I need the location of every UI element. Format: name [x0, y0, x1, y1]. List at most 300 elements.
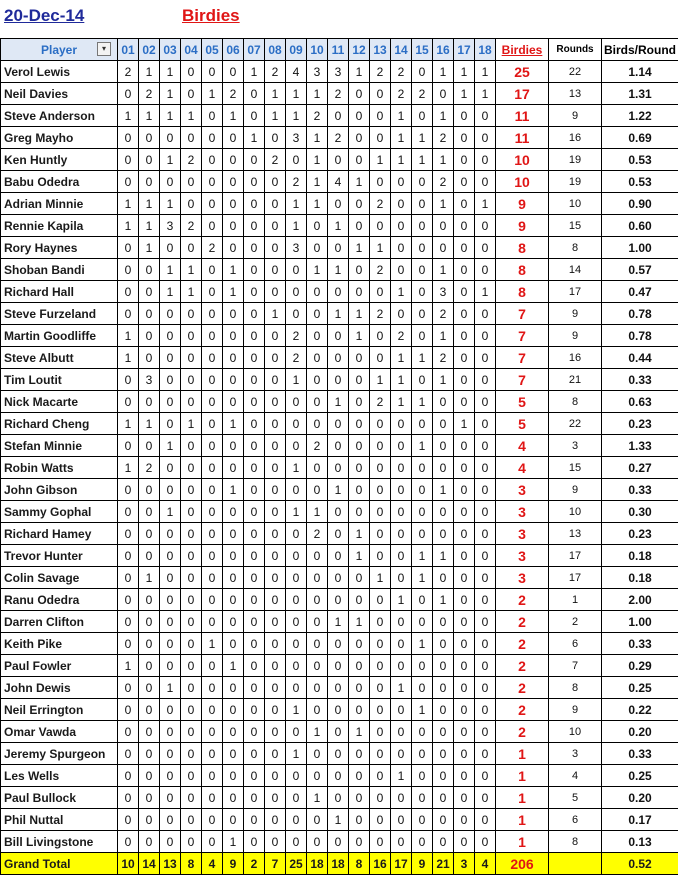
- hole-birdie-cell[interactable]: 0: [475, 457, 496, 479]
- hole-birdie-cell[interactable]: 0: [181, 479, 202, 501]
- hole-birdie-cell[interactable]: 1: [139, 567, 160, 589]
- player-name-cell[interactable]: Darren Clifton: [1, 611, 118, 633]
- hole-birdie-cell[interactable]: 0: [286, 787, 307, 809]
- hole-birdie-cell[interactable]: 0: [328, 237, 349, 259]
- hole-birdie-cell[interactable]: 2: [370, 61, 391, 83]
- hole-birdie-cell[interactable]: 0: [265, 391, 286, 413]
- hole-birdie-cell[interactable]: 0: [328, 347, 349, 369]
- hole-birdie-cell[interactable]: 1: [118, 105, 139, 127]
- hole-birdie-cell[interactable]: 2: [391, 83, 412, 105]
- rounds-cell[interactable]: 3: [549, 435, 602, 457]
- hole-birdie-cell[interactable]: 1: [286, 699, 307, 721]
- birdies-total-cell[interactable]: 7: [496, 325, 549, 347]
- hole-birdie-cell[interactable]: 0: [244, 809, 265, 831]
- hole-birdie-cell[interactable]: 1: [475, 281, 496, 303]
- hole-birdie-cell[interactable]: 0: [370, 721, 391, 743]
- hole-birdie-cell[interactable]: 0: [349, 259, 370, 281]
- hole-birdie-cell[interactable]: 0: [265, 501, 286, 523]
- hole-birdie-cell[interactable]: 0: [139, 127, 160, 149]
- hole-birdie-cell[interactable]: 1: [349, 523, 370, 545]
- hole-birdie-cell[interactable]: 1: [412, 699, 433, 721]
- hole-birdie-cell[interactable]: 1: [307, 721, 328, 743]
- hole-birdie-cell[interactable]: 0: [244, 765, 265, 787]
- birdies-total-cell[interactable]: 25: [496, 61, 549, 83]
- hole-birdie-cell[interactable]: 0: [139, 677, 160, 699]
- hole-birdie-cell[interactable]: 0: [286, 633, 307, 655]
- hole-birdie-cell[interactable]: 0: [307, 831, 328, 853]
- rounds-total-cell[interactable]: [549, 853, 602, 875]
- hole-birdie-cell[interactable]: 1: [139, 413, 160, 435]
- hole-birdie-cell[interactable]: 0: [181, 721, 202, 743]
- hole-birdie-cell[interactable]: 0: [307, 347, 328, 369]
- hole-total-cell[interactable]: 13: [160, 853, 181, 875]
- hole-birdie-cell[interactable]: 0: [181, 391, 202, 413]
- hole-birdie-cell[interactable]: 0: [370, 523, 391, 545]
- hole-birdie-cell[interactable]: 0: [307, 369, 328, 391]
- hole-birdie-cell[interactable]: 0: [454, 721, 475, 743]
- hole-birdie-cell[interactable]: 0: [307, 391, 328, 413]
- hole-birdie-cell[interactable]: 1: [433, 61, 454, 83]
- hole-birdie-cell[interactable]: 0: [370, 501, 391, 523]
- hole-birdie-cell[interactable]: 0: [475, 479, 496, 501]
- hole-birdie-cell[interactable]: 0: [244, 633, 265, 655]
- hole-birdie-cell[interactable]: 0: [265, 479, 286, 501]
- hole-birdie-cell[interactable]: 0: [433, 765, 454, 787]
- hole-birdie-cell[interactable]: 0: [160, 545, 181, 567]
- player-name-cell[interactable]: Sammy Gophal: [1, 501, 118, 523]
- birds-per-round-cell[interactable]: 0.30: [602, 501, 678, 523]
- hole-birdie-cell[interactable]: 1: [391, 765, 412, 787]
- hole-birdie-cell[interactable]: 0: [181, 83, 202, 105]
- birds-per-round-cell[interactable]: 0.18: [602, 567, 678, 589]
- hole-birdie-cell[interactable]: 0: [412, 743, 433, 765]
- hole-birdie-cell[interactable]: 0: [370, 105, 391, 127]
- hole-birdie-cell[interactable]: 0: [475, 809, 496, 831]
- hole-birdie-cell[interactable]: 1: [202, 83, 223, 105]
- hole-birdie-cell[interactable]: 0: [286, 303, 307, 325]
- hole-column-header[interactable]: 02: [139, 39, 160, 61]
- hole-birdie-cell[interactable]: 0: [265, 545, 286, 567]
- hole-birdie-cell[interactable]: 1: [160, 149, 181, 171]
- hole-birdie-cell[interactable]: 0: [202, 765, 223, 787]
- hole-birdie-cell[interactable]: 1: [349, 611, 370, 633]
- hole-birdie-cell[interactable]: 0: [202, 347, 223, 369]
- birdies-total-cell[interactable]: 3: [496, 567, 549, 589]
- hole-birdie-cell[interactable]: 1: [139, 61, 160, 83]
- hole-birdie-cell[interactable]: 2: [433, 347, 454, 369]
- hole-birdie-cell[interactable]: 0: [160, 479, 181, 501]
- hole-column-header[interactable]: 16: [433, 39, 454, 61]
- hole-birdie-cell[interactable]: 0: [475, 325, 496, 347]
- hole-birdie-cell[interactable]: 2: [181, 149, 202, 171]
- birdies-total-cell[interactable]: 8: [496, 259, 549, 281]
- hole-birdie-cell[interactable]: 0: [454, 677, 475, 699]
- hole-birdie-cell[interactable]: 0: [139, 743, 160, 765]
- hole-birdie-cell[interactable]: 0: [349, 501, 370, 523]
- hole-birdie-cell[interactable]: 0: [118, 369, 139, 391]
- hole-birdie-cell[interactable]: 0: [118, 633, 139, 655]
- hole-birdie-cell[interactable]: 0: [265, 567, 286, 589]
- hole-birdie-cell[interactable]: 0: [307, 237, 328, 259]
- hole-birdie-cell[interactable]: 0: [349, 127, 370, 149]
- hole-birdie-cell[interactable]: 1: [286, 457, 307, 479]
- hole-birdie-cell[interactable]: 0: [202, 413, 223, 435]
- hole-birdie-cell[interactable]: 0: [475, 523, 496, 545]
- hole-birdie-cell[interactable]: 2: [286, 171, 307, 193]
- player-name-cell[interactable]: Neil Davies: [1, 83, 118, 105]
- hole-birdie-cell[interactable]: 0: [202, 655, 223, 677]
- hole-birdie-cell[interactable]: 0: [391, 171, 412, 193]
- birdies-grand-total-cell[interactable]: 206: [496, 853, 549, 875]
- hole-birdie-cell[interactable]: 1: [139, 215, 160, 237]
- rounds-cell[interactable]: 6: [549, 809, 602, 831]
- hole-birdie-cell[interactable]: 1: [265, 303, 286, 325]
- hole-birdie-cell[interactable]: 0: [286, 523, 307, 545]
- hole-birdie-cell[interactable]: 0: [307, 699, 328, 721]
- hole-birdie-cell[interactable]: 1: [433, 325, 454, 347]
- hole-birdie-cell[interactable]: 0: [160, 127, 181, 149]
- hole-birdie-cell[interactable]: 0: [160, 413, 181, 435]
- hole-birdie-cell[interactable]: 0: [160, 611, 181, 633]
- birdies-total-cell[interactable]: 2: [496, 677, 549, 699]
- hole-birdie-cell[interactable]: 2: [286, 325, 307, 347]
- hole-birdie-cell[interactable]: 0: [475, 215, 496, 237]
- player-name-cell[interactable]: Verol Lewis: [1, 61, 118, 83]
- hole-birdie-cell[interactable]: 0: [370, 545, 391, 567]
- hole-birdie-cell[interactable]: 0: [328, 523, 349, 545]
- hole-birdie-cell[interactable]: 0: [307, 281, 328, 303]
- hole-birdie-cell[interactable]: 0: [118, 479, 139, 501]
- player-name-cell[interactable]: Bill Livingstone: [1, 831, 118, 853]
- hole-birdie-cell[interactable]: 0: [454, 127, 475, 149]
- rounds-cell[interactable]: 17: [549, 545, 602, 567]
- hole-birdie-cell[interactable]: 0: [118, 435, 139, 457]
- rounds-cell[interactable]: 19: [549, 149, 602, 171]
- hole-birdie-cell[interactable]: 0: [307, 545, 328, 567]
- hole-birdie-cell[interactable]: 0: [181, 457, 202, 479]
- hole-birdie-cell[interactable]: 0: [202, 457, 223, 479]
- hole-birdie-cell[interactable]: 0: [223, 215, 244, 237]
- hole-birdie-cell[interactable]: 0: [307, 567, 328, 589]
- hole-birdie-cell[interactable]: 0: [349, 655, 370, 677]
- hole-birdie-cell[interactable]: 0: [181, 501, 202, 523]
- hole-birdie-cell[interactable]: 0: [244, 699, 265, 721]
- hole-birdie-cell[interactable]: 1: [328, 611, 349, 633]
- rounds-cell[interactable]: 4: [549, 765, 602, 787]
- hole-total-cell[interactable]: 21: [433, 853, 454, 875]
- hole-birdie-cell[interactable]: 0: [160, 567, 181, 589]
- hole-birdie-cell[interactable]: 0: [454, 281, 475, 303]
- hole-birdie-cell[interactable]: 2: [328, 127, 349, 149]
- hole-birdie-cell[interactable]: 1: [118, 347, 139, 369]
- hole-birdie-cell[interactable]: 0: [391, 237, 412, 259]
- birdies-total-cell[interactable]: 11: [496, 127, 549, 149]
- hole-birdie-cell[interactable]: 0: [202, 611, 223, 633]
- hole-birdie-cell[interactable]: 0: [391, 303, 412, 325]
- hole-birdie-cell[interactable]: 0: [202, 589, 223, 611]
- hole-birdie-cell[interactable]: 0: [286, 259, 307, 281]
- birdies-total-cell[interactable]: 5: [496, 413, 549, 435]
- hole-birdie-cell[interactable]: 0: [202, 149, 223, 171]
- hole-birdie-cell[interactable]: 0: [265, 435, 286, 457]
- hole-birdie-cell[interactable]: 0: [181, 193, 202, 215]
- hole-birdie-cell[interactable]: 0: [412, 281, 433, 303]
- hole-birdie-cell[interactable]: 0: [412, 61, 433, 83]
- hole-birdie-cell[interactable]: 0: [433, 391, 454, 413]
- hole-birdie-cell[interactable]: 1: [328, 215, 349, 237]
- hole-birdie-cell[interactable]: 0: [160, 457, 181, 479]
- hole-birdie-cell[interactable]: 0: [370, 699, 391, 721]
- hole-birdie-cell[interactable]: 0: [118, 545, 139, 567]
- hole-birdie-cell[interactable]: 0: [139, 479, 160, 501]
- birds-per-round-cell[interactable]: 0.25: [602, 677, 678, 699]
- hole-birdie-cell[interactable]: 0: [223, 743, 244, 765]
- hole-birdie-cell[interactable]: 0: [139, 347, 160, 369]
- hole-birdie-cell[interactable]: 0: [244, 479, 265, 501]
- hole-birdie-cell[interactable]: 1: [244, 61, 265, 83]
- hole-birdie-cell[interactable]: 0: [454, 369, 475, 391]
- birds-per-round-cell[interactable]: 0.78: [602, 325, 678, 347]
- hole-birdie-cell[interactable]: 0: [202, 831, 223, 853]
- hole-birdie-cell[interactable]: 0: [265, 677, 286, 699]
- hole-birdie-cell[interactable]: 0: [391, 721, 412, 743]
- hole-birdie-cell[interactable]: 0: [118, 721, 139, 743]
- hole-birdie-cell[interactable]: 0: [349, 193, 370, 215]
- hole-birdie-cell[interactable]: 0: [181, 523, 202, 545]
- hole-birdie-cell[interactable]: 0: [244, 501, 265, 523]
- hole-birdie-cell[interactable]: 0: [265, 655, 286, 677]
- hole-birdie-cell[interactable]: 0: [223, 523, 244, 545]
- hole-birdie-cell[interactable]: 0: [202, 281, 223, 303]
- hole-birdie-cell[interactable]: 0: [454, 391, 475, 413]
- birds-per-round-cell[interactable]: 0.69: [602, 127, 678, 149]
- birdies-total-cell[interactable]: 10: [496, 171, 549, 193]
- hole-birdie-cell[interactable]: 0: [454, 809, 475, 831]
- hole-birdie-cell[interactable]: 0: [139, 149, 160, 171]
- hole-birdie-cell[interactable]: 0: [475, 171, 496, 193]
- hole-birdie-cell[interactable]: 1: [139, 237, 160, 259]
- hole-birdie-cell[interactable]: 1: [328, 303, 349, 325]
- hole-birdie-cell[interactable]: 0: [160, 171, 181, 193]
- hole-birdie-cell[interactable]: 0: [202, 809, 223, 831]
- hole-birdie-cell[interactable]: 0: [433, 501, 454, 523]
- hole-birdie-cell[interactable]: 0: [433, 413, 454, 435]
- hole-birdie-cell[interactable]: 0: [286, 721, 307, 743]
- hole-birdie-cell[interactable]: 0: [433, 237, 454, 259]
- hole-birdie-cell[interactable]: 0: [223, 633, 244, 655]
- hole-birdie-cell[interactable]: 0: [328, 369, 349, 391]
- hole-birdie-cell[interactable]: 0: [118, 391, 139, 413]
- hole-birdie-cell[interactable]: 0: [475, 545, 496, 567]
- hole-birdie-cell[interactable]: 0: [118, 567, 139, 589]
- hole-birdie-cell[interactable]: 0: [391, 545, 412, 567]
- hole-birdie-cell[interactable]: 1: [349, 325, 370, 347]
- hole-birdie-cell[interactable]: 2: [118, 61, 139, 83]
- birds-per-round-cell[interactable]: 0.23: [602, 413, 678, 435]
- hole-birdie-cell[interactable]: 0: [412, 765, 433, 787]
- hole-birdie-cell[interactable]: 0: [328, 501, 349, 523]
- hole-birdie-cell[interactable]: 0: [244, 347, 265, 369]
- hole-birdie-cell[interactable]: 0: [181, 831, 202, 853]
- hole-birdie-cell[interactable]: 0: [475, 127, 496, 149]
- rounds-cell[interactable]: 15: [549, 457, 602, 479]
- hole-birdie-cell[interactable]: 0: [454, 149, 475, 171]
- hole-total-cell[interactable]: 3: [454, 853, 475, 875]
- hole-birdie-cell[interactable]: 0: [223, 809, 244, 831]
- hole-birdie-cell[interactable]: 2: [286, 347, 307, 369]
- hole-birdie-cell[interactable]: 0: [475, 699, 496, 721]
- hole-birdie-cell[interactable]: 3: [307, 61, 328, 83]
- player-name-cell[interactable]: Colin Savage: [1, 567, 118, 589]
- hole-birdie-cell[interactable]: 0: [244, 237, 265, 259]
- birds-per-round-cell[interactable]: 0.33: [602, 369, 678, 391]
- hole-birdie-cell[interactable]: 0: [328, 435, 349, 457]
- hole-birdie-cell[interactable]: 1: [160, 677, 181, 699]
- hole-birdie-cell[interactable]: 1: [391, 347, 412, 369]
- hole-birdie-cell[interactable]: 0: [202, 259, 223, 281]
- hole-birdie-cell[interactable]: 0: [139, 611, 160, 633]
- hole-birdie-cell[interactable]: 1: [118, 215, 139, 237]
- hole-birdie-cell[interactable]: 0: [370, 281, 391, 303]
- hole-birdie-cell[interactable]: 0: [412, 831, 433, 853]
- hole-birdie-cell[interactable]: 2: [139, 457, 160, 479]
- hole-birdie-cell[interactable]: 0: [454, 567, 475, 589]
- hole-birdie-cell[interactable]: 0: [412, 787, 433, 809]
- birds-per-round-cell[interactable]: 0.57: [602, 259, 678, 281]
- hole-birdie-cell[interactable]: 0: [475, 655, 496, 677]
- hole-birdie-cell[interactable]: 0: [475, 589, 496, 611]
- hole-birdie-cell[interactable]: 2: [307, 105, 328, 127]
- hole-birdie-cell[interactable]: 0: [223, 589, 244, 611]
- hole-birdie-cell[interactable]: 0: [223, 435, 244, 457]
- hole-birdie-cell[interactable]: 0: [139, 655, 160, 677]
- hole-birdie-cell[interactable]: 0: [223, 545, 244, 567]
- hole-birdie-cell[interactable]: 0: [202, 435, 223, 457]
- filter-sort-icon[interactable]: ▾: [97, 42, 111, 56]
- hole-birdie-cell[interactable]: 0: [244, 83, 265, 105]
- hole-birdie-cell[interactable]: 1: [307, 259, 328, 281]
- hole-birdie-cell[interactable]: 2: [223, 83, 244, 105]
- birdies-total-cell[interactable]: 9: [496, 215, 549, 237]
- hole-birdie-cell[interactable]: 0: [433, 677, 454, 699]
- hole-birdie-cell[interactable]: 0: [454, 545, 475, 567]
- hole-birdie-cell[interactable]: 0: [244, 303, 265, 325]
- rounds-cell[interactable]: 1: [549, 589, 602, 611]
- hole-birdie-cell[interactable]: 0: [370, 171, 391, 193]
- hole-birdie-cell[interactable]: 0: [349, 479, 370, 501]
- hole-birdie-cell[interactable]: 0: [286, 479, 307, 501]
- hole-birdie-cell[interactable]: 0: [370, 215, 391, 237]
- hole-birdie-cell[interactable]: 0: [118, 303, 139, 325]
- hole-birdie-cell[interactable]: 0: [265, 127, 286, 149]
- hole-birdie-cell[interactable]: 0: [244, 215, 265, 237]
- hole-birdie-cell[interactable]: 0: [139, 831, 160, 853]
- hole-birdie-cell[interactable]: 0: [370, 479, 391, 501]
- hole-birdie-cell[interactable]: 0: [265, 457, 286, 479]
- hole-birdie-cell[interactable]: 1: [307, 501, 328, 523]
- hole-birdie-cell[interactable]: 0: [475, 743, 496, 765]
- hole-birdie-cell[interactable]: 0: [307, 589, 328, 611]
- hole-birdie-cell[interactable]: 0: [202, 523, 223, 545]
- hole-birdie-cell[interactable]: 1: [391, 369, 412, 391]
- hole-birdie-cell[interactable]: 0: [244, 743, 265, 765]
- hole-birdie-cell[interactable]: 0: [412, 171, 433, 193]
- player-name-cell[interactable]: Stefan Minnie: [1, 435, 118, 457]
- hole-birdie-cell[interactable]: 0: [433, 523, 454, 545]
- hole-birdie-cell[interactable]: 1: [160, 435, 181, 457]
- birds-per-round-cell[interactable]: 0.33: [602, 743, 678, 765]
- player-name-cell[interactable]: Greg Mayho: [1, 127, 118, 149]
- hole-birdie-cell[interactable]: 0: [118, 743, 139, 765]
- hole-birdie-cell[interactable]: 0: [454, 611, 475, 633]
- hole-birdie-cell[interactable]: 0: [307, 809, 328, 831]
- hole-birdie-cell[interactable]: 0: [286, 765, 307, 787]
- hole-birdie-cell[interactable]: 0: [223, 193, 244, 215]
- hole-birdie-cell[interactable]: 0: [265, 765, 286, 787]
- hole-birdie-cell[interactable]: 0: [181, 633, 202, 655]
- hole-birdie-cell[interactable]: 1: [349, 721, 370, 743]
- hole-birdie-cell[interactable]: 1: [223, 281, 244, 303]
- hole-birdie-cell[interactable]: 0: [433, 787, 454, 809]
- hole-birdie-cell[interactable]: 0: [454, 171, 475, 193]
- birdies-total-cell[interactable]: 3: [496, 479, 549, 501]
- hole-birdie-cell[interactable]: 0: [349, 391, 370, 413]
- birds-per-round-cell[interactable]: 0.47: [602, 281, 678, 303]
- player-name-cell[interactable]: Shoban Bandi: [1, 259, 118, 281]
- hole-birdie-cell[interactable]: 0: [475, 347, 496, 369]
- rounds-cell[interactable]: 22: [549, 413, 602, 435]
- hole-birdie-cell[interactable]: 0: [454, 479, 475, 501]
- hole-birdie-cell[interactable]: 1: [139, 193, 160, 215]
- hole-birdie-cell[interactable]: 0: [118, 699, 139, 721]
- birdies-total-cell[interactable]: 3: [496, 545, 549, 567]
- hole-column-header[interactable]: 13: [370, 39, 391, 61]
- hole-birdie-cell[interactable]: 0: [118, 809, 139, 831]
- hole-birdie-cell[interactable]: 0: [475, 611, 496, 633]
- hole-total-cell[interactable]: 7: [265, 853, 286, 875]
- birds-per-round-column-header[interactable]: Birds/Round: [602, 39, 678, 61]
- hole-birdie-cell[interactable]: 0: [265, 325, 286, 347]
- rounds-cell[interactable]: 3: [549, 743, 602, 765]
- hole-birdie-cell[interactable]: 0: [349, 457, 370, 479]
- birds-per-round-cell[interactable]: 0.25: [602, 765, 678, 787]
- rounds-cell[interactable]: 2: [549, 611, 602, 633]
- hole-birdie-cell[interactable]: 1: [286, 501, 307, 523]
- hole-birdie-cell[interactable]: 0: [349, 83, 370, 105]
- rounds-cell[interactable]: 6: [549, 633, 602, 655]
- hole-column-header[interactable]: 11: [328, 39, 349, 61]
- hole-birdie-cell[interactable]: 0: [433, 215, 454, 237]
- hole-birdie-cell[interactable]: 0: [286, 567, 307, 589]
- hole-birdie-cell[interactable]: 0: [286, 589, 307, 611]
- hole-birdie-cell[interactable]: 0: [181, 787, 202, 809]
- hole-birdie-cell[interactable]: 1: [349, 237, 370, 259]
- hole-birdie-cell[interactable]: 0: [412, 457, 433, 479]
- birds-per-round-cell[interactable]: 1.33: [602, 435, 678, 457]
- hole-birdie-cell[interactable]: 0: [223, 787, 244, 809]
- hole-total-cell[interactable]: 2: [244, 853, 265, 875]
- hole-birdie-cell[interactable]: 1: [454, 83, 475, 105]
- rounds-cell[interactable]: 17: [549, 281, 602, 303]
- rounds-cell[interactable]: 22: [549, 61, 602, 83]
- hole-birdie-cell[interactable]: 1: [118, 413, 139, 435]
- player-name-cell[interactable]: Paul Fowler: [1, 655, 118, 677]
- hole-birdie-cell[interactable]: 0: [223, 611, 244, 633]
- birds-per-round-cell[interactable]: 0.53: [602, 171, 678, 193]
- hole-birdie-cell[interactable]: 1: [370, 149, 391, 171]
- hole-birdie-cell[interactable]: 1: [391, 149, 412, 171]
- birdies-total-cell[interactable]: 4: [496, 435, 549, 457]
